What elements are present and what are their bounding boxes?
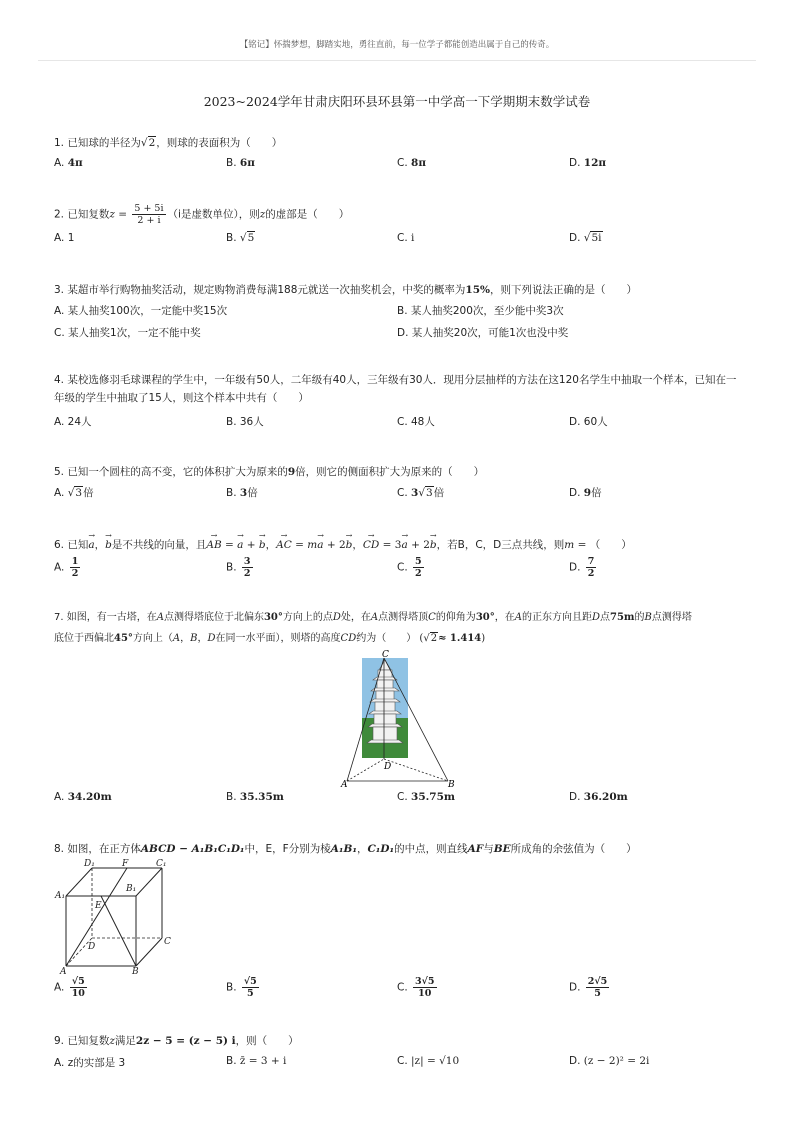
fraction: $\frac{5 + 5i}{2 + i}$ bbox=[134, 203, 164, 226]
label-d: D bbox=[384, 762, 392, 772]
question-9-options bbox=[54, 1055, 744, 1075]
question-7-options bbox=[54, 791, 744, 811]
option-c[interactable]: C. |z| = √10 bbox=[397, 1055, 460, 1067]
question-9: 9. 已知复数z满足2z − 5 = (z − 5) i，则（ ） bbox=[54, 1035, 299, 1047]
option-c[interactable]: C. i bbox=[397, 232, 415, 244]
option-b[interactable]: B. $\frac{√5}{5}$ bbox=[226, 976, 257, 999]
option-a[interactable]: A. 1 bbox=[54, 232, 75, 244]
question-1-options bbox=[54, 157, 744, 177]
option-c[interactable]: C. 48人 bbox=[397, 416, 435, 428]
question-1: 1. 已知球的半径为√2，则球的表面积为（ ） bbox=[54, 137, 283, 149]
option-a[interactable]: A. $\frac{√5}{10}$ bbox=[54, 976, 85, 999]
question-3: 3. 某超市举行购物抽奖活动，规定购物消费每满188元就送一次抽奖机会，中奖的概率为15%，则下列说法正确的是（ ） bbox=[54, 284, 637, 296]
option-c[interactable]: C. 8π bbox=[397, 157, 427, 169]
label-f: F bbox=[122, 859, 129, 869]
label-a: A bbox=[341, 780, 348, 790]
option-c[interactable]: C. $\frac{3√5}{10}$ bbox=[397, 976, 435, 999]
option-d[interactable]: D. 36.20m bbox=[569, 791, 628, 803]
option-a[interactable]: A. 4π bbox=[54, 157, 83, 169]
option-a[interactable]: A. √3倍 bbox=[54, 487, 94, 499]
option-c[interactable]: C. $\frac{5}{2}$ bbox=[397, 556, 422, 579]
label-e: E bbox=[95, 901, 102, 911]
header-divider bbox=[38, 60, 756, 61]
question-2-options bbox=[54, 232, 744, 252]
option-c[interactable]: C. 35.75m bbox=[397, 791, 456, 803]
label-a1: A₁ bbox=[55, 891, 66, 901]
option-b[interactable]: B. 3倍 bbox=[226, 487, 258, 499]
edge-bc bbox=[136, 938, 162, 966]
option-d[interactable]: D. 12π bbox=[569, 157, 607, 169]
option-d[interactable]: D. 9倍 bbox=[569, 487, 602, 499]
question-8-options bbox=[54, 976, 744, 1004]
option-c[interactable]: C. 3√3倍 bbox=[397, 487, 445, 499]
label-b: B bbox=[448, 780, 455, 790]
line-be bbox=[101, 896, 136, 966]
option-d[interactable]: D. $\frac{7}{2}$ bbox=[569, 556, 595, 579]
option-c[interactable]: C. 某人抽奖1次，一定不能中奖 bbox=[54, 327, 201, 339]
label-a: A bbox=[60, 967, 67, 976]
question-6-options bbox=[54, 556, 744, 582]
label-c: C bbox=[164, 937, 171, 947]
option-d[interactable]: D. 60人 bbox=[569, 416, 608, 428]
edge-a1d1 bbox=[66, 868, 92, 896]
page-title: 2023~2024学年甘肃庆阳环县环县第一中学高一下学期期末数学试卷 bbox=[203, 94, 591, 109]
option-a[interactable]: A. 34.20m bbox=[54, 791, 112, 803]
question-4: 4. 某校选修羽毛球课程的学生中，一年级有50人，二年级有40人，三年级有30人．现用分层抽样的方法在这120名学生中抽取一个样本，已知在一年级的学生中抽取了15人，则这个样本中共有（ ） bbox=[54, 374, 737, 404]
label-b1: B₁ bbox=[126, 884, 137, 894]
option-a[interactable]: A. z的实部是 3 bbox=[54, 1057, 126, 1069]
option-b[interactable]: B. 6π bbox=[226, 157, 255, 169]
sqrt-symbol: √2 bbox=[140, 137, 156, 149]
label-c: C bbox=[382, 650, 389, 660]
option-a[interactable]: A. 24人 bbox=[54, 416, 92, 428]
option-b[interactable]: B. z̄ = 3 + i bbox=[226, 1055, 287, 1067]
option-d[interactable]: D. (z − 2)² = 2i bbox=[569, 1055, 650, 1067]
option-b[interactable]: B. √5 bbox=[226, 232, 255, 244]
option-a[interactable]: A. 某人抽奖100次，一定能中奖15次 bbox=[54, 305, 228, 317]
question-4-options bbox=[54, 414, 744, 434]
option-a[interactable]: A. $\frac{1}{2}$ bbox=[54, 556, 79, 579]
label-b: B bbox=[132, 967, 139, 976]
question-3-options bbox=[54, 303, 744, 343]
label-d1: D₁ bbox=[84, 859, 95, 869]
edge-b1c1 bbox=[136, 868, 162, 896]
option-b[interactable]: B. 35.35m bbox=[226, 791, 284, 803]
question-5: 5. 已知一个圆柱的高不变，它的体积扩大为原来的9倍，则它的侧面积扩大为原来的（ ） bbox=[54, 466, 485, 478]
pagoda-figure bbox=[340, 648, 460, 790]
label-c1: C₁ bbox=[156, 859, 167, 869]
question-8: 8. 如图，在正方体ABCD − A₁B₁C₁D₁中，E，F分别为棱A₁B₁，C₁D₁的中点，则直线AF与BE所成角的余弦值为（ ） bbox=[54, 843, 637, 855]
label-d: D bbox=[88, 942, 96, 952]
option-d[interactable]: D. √5i bbox=[569, 232, 602, 244]
cube-figure bbox=[52, 856, 182, 976]
line-af bbox=[66, 868, 127, 966]
question-6: 6. 已知→ a，→ b是不共线的向量，且→ AB = → a + → b，→ AC = m→ a + 2→ b，→ CD = 3→ a + 2→ b，若B，C，D三点共线，则m = （ ） bbox=[54, 536, 632, 554]
question-2: 2. 已知复数z = $\frac{5 + 5i}{2 + i}$ （i是虚数单位），则z的虚部是（ ） bbox=[54, 203, 350, 226]
question-7-line-1: 7. 如图，有一古塔，在A点测得塔底位于北偏东30°方向上的点D处，在A点测得塔顶C的仰角为30°，在A的正东方向且距D点75m的B点测得塔 bbox=[54, 612, 692, 623]
question-7-line-2: 底位于西偏北45°方向上（A，B，D在同一水平面），则塔的高度CD约为（ ） (√2≈ 1.414) bbox=[54, 633, 486, 644]
option-d[interactable]: D. $\frac{2√5}{5}$ bbox=[569, 976, 608, 999]
header-motto: 【铭记】怀揣梦想，脚踏实地，勇往直前，每一位学子都能创造出属于自己的传奇。 bbox=[239, 40, 555, 50]
option-b[interactable]: B. 某人抽奖200次，至少能中奖3次 bbox=[397, 305, 564, 317]
option-b[interactable]: B. 36人 bbox=[226, 416, 264, 428]
question-5-options bbox=[54, 485, 744, 505]
option-d[interactable]: D. 某人抽奖20次，可能1次也没中奖 bbox=[397, 327, 569, 339]
option-b[interactable]: B. $\frac{3}{2}$ bbox=[226, 556, 251, 579]
